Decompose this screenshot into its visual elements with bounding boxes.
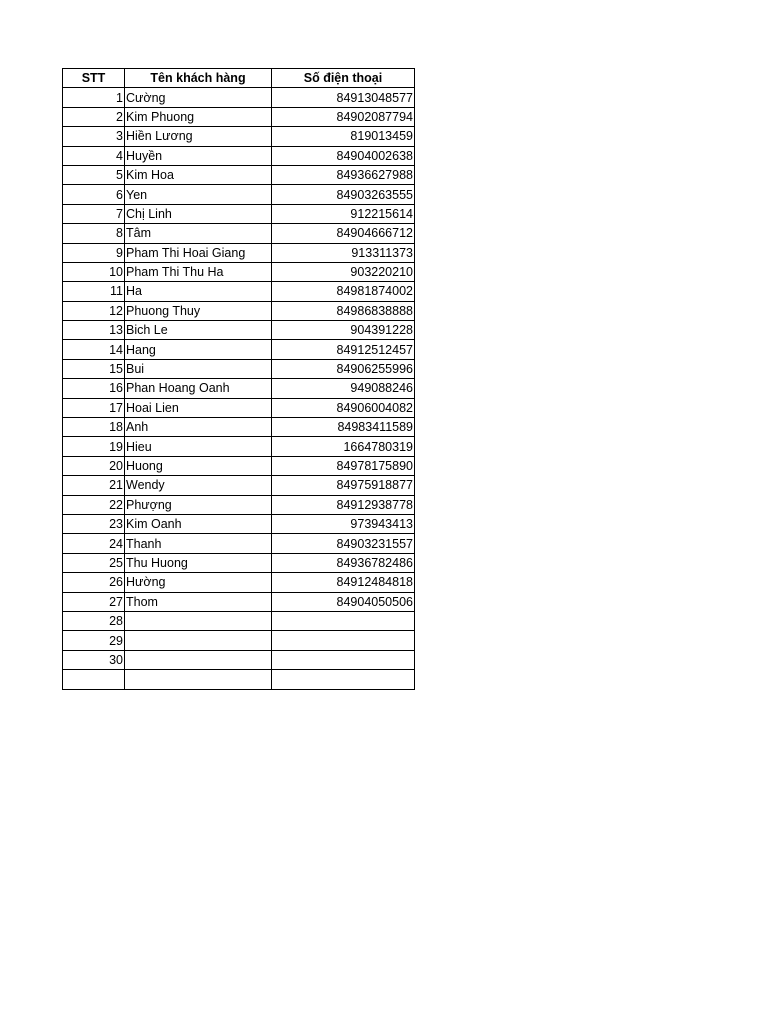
cell-phone-number: 84936782486 bbox=[272, 553, 415, 572]
cell-customer-name: Yen bbox=[125, 185, 272, 204]
cell-customer-name: Phượng bbox=[125, 495, 272, 514]
cell-phone-number: 84975918877 bbox=[272, 476, 415, 495]
cell-stt: 27 bbox=[63, 592, 125, 611]
cell-customer-name: Kim Hoa bbox=[125, 165, 272, 184]
cell-phone-number: 84903231557 bbox=[272, 534, 415, 553]
cell-phone-number: 949088246 bbox=[272, 379, 415, 398]
cell-phone-number: 84912484818 bbox=[272, 573, 415, 592]
cell-phone-number: 904391228 bbox=[272, 321, 415, 340]
header-customer-name: Tên khách hàng bbox=[125, 69, 272, 88]
cell-stt: 8 bbox=[63, 224, 125, 243]
cell-stt: 19 bbox=[63, 437, 125, 456]
cell-phone-number: 973943413 bbox=[272, 514, 415, 533]
cell-stt: 14 bbox=[63, 340, 125, 359]
customer-table bbox=[62, 68, 415, 690]
cell-stt: 30 bbox=[63, 650, 125, 669]
cell-stt: 1 bbox=[63, 88, 125, 107]
table-row bbox=[63, 592, 415, 611]
table-row bbox=[63, 476, 415, 495]
cell-phone-number: 84986838888 bbox=[272, 301, 415, 320]
cell-phone-number: 819013459 bbox=[272, 127, 415, 146]
cell-phone-number: 84902087794 bbox=[272, 107, 415, 126]
cell-customer-name: Cường bbox=[125, 88, 272, 107]
cell-customer-name: Huong bbox=[125, 456, 272, 475]
table-row bbox=[63, 514, 415, 533]
table-row bbox=[63, 631, 415, 650]
cell-phone-number: 84912938778 bbox=[272, 495, 415, 514]
cell-phone-number: 84904050506 bbox=[272, 592, 415, 611]
table-row bbox=[63, 553, 415, 572]
cell-customer-name: Ha bbox=[125, 282, 272, 301]
cell-stt: 21 bbox=[63, 476, 125, 495]
table-row bbox=[63, 398, 415, 417]
cell-stt: 22 bbox=[63, 495, 125, 514]
cell-stt: 15 bbox=[63, 359, 125, 378]
cell-customer-name: Huyền bbox=[125, 146, 272, 165]
header-stt: STT bbox=[63, 69, 125, 88]
cell-stt: 10 bbox=[63, 262, 125, 281]
cell-customer-name: Kim Phuong bbox=[125, 107, 272, 126]
cell-stt: 4 bbox=[63, 146, 125, 165]
cell-customer-name: Hoai Lien bbox=[125, 398, 272, 417]
cell-phone-number: 84906004082 bbox=[272, 398, 415, 417]
table-row bbox=[63, 418, 415, 437]
cell-stt: 17 bbox=[63, 398, 125, 417]
cell-stt: 2 bbox=[63, 107, 125, 126]
cell-phone-number: 84903263555 bbox=[272, 185, 415, 204]
table-row bbox=[63, 88, 415, 107]
cell-customer-name bbox=[125, 670, 272, 689]
table-row bbox=[63, 127, 415, 146]
cell-stt: 24 bbox=[63, 534, 125, 553]
cell-phone-number: 84936627988 bbox=[272, 165, 415, 184]
cell-customer-name: Kim Oanh bbox=[125, 514, 272, 533]
cell-stt: 16 bbox=[63, 379, 125, 398]
table-row bbox=[63, 262, 415, 281]
table-row bbox=[63, 165, 415, 184]
cell-phone-number: 912215614 bbox=[272, 204, 415, 223]
cell-stt: 5 bbox=[63, 165, 125, 184]
cell-phone-number: 84904666712 bbox=[272, 224, 415, 243]
cell-stt: 13 bbox=[63, 321, 125, 340]
table-row bbox=[63, 146, 415, 165]
cell-stt: 23 bbox=[63, 514, 125, 533]
table-row bbox=[63, 534, 415, 553]
table-row bbox=[63, 495, 415, 514]
table-body bbox=[63, 88, 415, 689]
cell-customer-name: Phan Hoang Oanh bbox=[125, 379, 272, 398]
table-row bbox=[63, 611, 415, 630]
cell-customer-name bbox=[125, 631, 272, 650]
cell-customer-name: Wendy bbox=[125, 476, 272, 495]
table-row bbox=[63, 224, 415, 243]
table-row bbox=[63, 670, 415, 689]
cell-phone-number bbox=[272, 650, 415, 669]
cell-stt: 6 bbox=[63, 185, 125, 204]
table-row bbox=[63, 340, 415, 359]
cell-customer-name: Chị Linh bbox=[125, 204, 272, 223]
cell-customer-name: Thanh bbox=[125, 534, 272, 553]
cell-customer-name: Pham Thi Thu Ha bbox=[125, 262, 272, 281]
cell-customer-name: Thom bbox=[125, 592, 272, 611]
cell-phone-number: 913311373 bbox=[272, 243, 415, 262]
cell-customer-name bbox=[125, 611, 272, 630]
table-row bbox=[63, 573, 415, 592]
cell-customer-name: Bui bbox=[125, 359, 272, 378]
cell-stt: 12 bbox=[63, 301, 125, 320]
cell-customer-name: Hang bbox=[125, 340, 272, 359]
cell-customer-name: Anh bbox=[125, 418, 272, 437]
cell-stt: 11 bbox=[63, 282, 125, 301]
cell-stt: 25 bbox=[63, 553, 125, 572]
cell-customer-name: Pham Thi Hoai Giang bbox=[125, 243, 272, 262]
cell-phone-number: 84981874002 bbox=[272, 282, 415, 301]
cell-customer-name: Phuong Thuy bbox=[125, 301, 272, 320]
table-row bbox=[63, 243, 415, 262]
cell-phone-number: 1664780319 bbox=[272, 437, 415, 456]
table-row bbox=[63, 379, 415, 398]
cell-stt: 18 bbox=[63, 418, 125, 437]
cell-customer-name: Hường bbox=[125, 573, 272, 592]
cell-customer-name: Hiền Lương bbox=[125, 127, 272, 146]
cell-stt: 26 bbox=[63, 573, 125, 592]
table-row bbox=[63, 456, 415, 475]
table-row bbox=[63, 321, 415, 340]
header-phone-number: Số điện thoại bbox=[272, 69, 415, 88]
cell-customer-name bbox=[125, 650, 272, 669]
cell-stt: 20 bbox=[63, 456, 125, 475]
cell-customer-name: Tâm bbox=[125, 224, 272, 243]
table-row bbox=[63, 650, 415, 669]
cell-phone-number bbox=[272, 631, 415, 650]
cell-phone-number: 84904002638 bbox=[272, 146, 415, 165]
header-row bbox=[63, 69, 415, 88]
cell-phone-number: 84983411589 bbox=[272, 418, 415, 437]
cell-customer-name: Thu Huong bbox=[125, 553, 272, 572]
cell-stt: 3 bbox=[63, 127, 125, 146]
cell-stt: 28 bbox=[63, 611, 125, 630]
table-row bbox=[63, 437, 415, 456]
cell-phone-number: 84906255996 bbox=[272, 359, 415, 378]
cell-stt bbox=[63, 670, 125, 689]
cell-customer-name: Hieu bbox=[125, 437, 272, 456]
cell-phone-number: 903220210 bbox=[272, 262, 415, 281]
cell-stt: 7 bbox=[63, 204, 125, 223]
cell-phone-number: 84913048577 bbox=[272, 88, 415, 107]
cell-stt: 9 bbox=[63, 243, 125, 262]
cell-stt: 29 bbox=[63, 631, 125, 650]
table-row bbox=[63, 282, 415, 301]
cell-phone-number: 84978175890 bbox=[272, 456, 415, 475]
table-row bbox=[63, 204, 415, 223]
cell-phone-number bbox=[272, 670, 415, 689]
cell-phone-number: 84912512457 bbox=[272, 340, 415, 359]
table-row bbox=[63, 107, 415, 126]
table-row bbox=[63, 185, 415, 204]
table-row bbox=[63, 301, 415, 320]
cell-phone-number bbox=[272, 611, 415, 630]
table-row bbox=[63, 359, 415, 378]
cell-customer-name: Bich Le bbox=[125, 321, 272, 340]
